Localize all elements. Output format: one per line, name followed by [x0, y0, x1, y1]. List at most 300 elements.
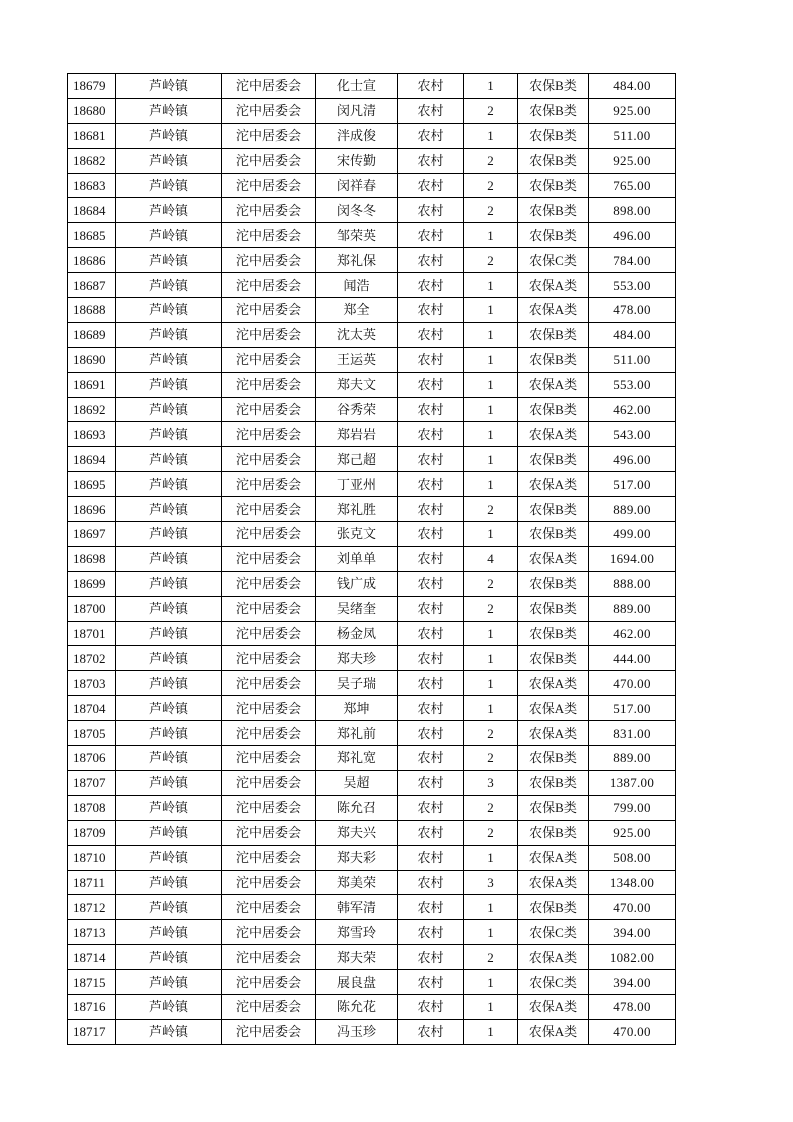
cell-town: 芦岭镇 — [116, 497, 222, 522]
cell-town: 芦岭镇 — [116, 870, 222, 895]
cell-name: 化士宣 — [316, 74, 398, 99]
table-row — [68, 298, 676, 323]
cell-committee: 沱中居委会 — [222, 646, 316, 671]
cell-id: 18716 — [68, 994, 116, 1019]
cell-town: 芦岭镇 — [116, 820, 222, 845]
cell-type: 农村 — [398, 347, 464, 372]
cell-id: 18717 — [68, 1019, 116, 1044]
cell-name: 闻浩 — [316, 273, 398, 298]
cell-town: 芦岭镇 — [116, 123, 222, 148]
cell-category: 农保A类 — [518, 845, 589, 870]
table-row — [68, 422, 676, 447]
cell-amount: 508.00 — [589, 845, 676, 870]
cell-name: 宋传勤 — [316, 148, 398, 173]
cell-committee: 沱中居委会 — [222, 621, 316, 646]
cell-persons: 1 — [464, 74, 518, 99]
cell-name: 丁亚州 — [316, 472, 398, 497]
cell-category: 农保B类 — [518, 596, 589, 621]
table-body — [68, 74, 676, 1045]
cell-amount: 394.00 — [589, 920, 676, 945]
cell-persons: 1 — [464, 447, 518, 472]
cell-town: 芦岭镇 — [116, 671, 222, 696]
cell-type: 农村 — [398, 74, 464, 99]
cell-name: 杨金凤 — [316, 621, 398, 646]
cell-amount: 511.00 — [589, 123, 676, 148]
cell-committee: 沱中居委会 — [222, 721, 316, 746]
cell-name: 谷秀荣 — [316, 397, 398, 422]
cell-town: 芦岭镇 — [116, 223, 222, 248]
cell-committee: 沱中居委会 — [222, 546, 316, 571]
cell-committee: 沱中居委会 — [222, 347, 316, 372]
cell-id: 18700 — [68, 596, 116, 621]
cell-id: 18698 — [68, 546, 116, 571]
table-row — [68, 970, 676, 995]
cell-amount: 470.00 — [589, 1019, 676, 1044]
cell-name: 郑岩岩 — [316, 422, 398, 447]
cell-id: 18710 — [68, 845, 116, 870]
cell-amount: 470.00 — [589, 671, 676, 696]
cell-committee: 沱中居委会 — [222, 696, 316, 721]
table-row — [68, 870, 676, 895]
cell-category: 农保C类 — [518, 970, 589, 995]
table-row — [68, 273, 676, 298]
cell-id: 18681 — [68, 123, 116, 148]
cell-type: 农村 — [398, 522, 464, 547]
table-row — [68, 795, 676, 820]
cell-town: 芦岭镇 — [116, 920, 222, 945]
cell-category: 农保B类 — [518, 98, 589, 123]
cell-persons: 1 — [464, 322, 518, 347]
cell-id: 18703 — [68, 671, 116, 696]
cell-id: 18686 — [68, 248, 116, 273]
cell-persons: 2 — [464, 148, 518, 173]
cell-type: 农村 — [398, 123, 464, 148]
cell-id: 18696 — [68, 497, 116, 522]
table-row — [68, 248, 676, 273]
cell-persons: 1 — [464, 123, 518, 148]
cell-town: 芦岭镇 — [116, 74, 222, 99]
cell-type: 农村 — [398, 696, 464, 721]
cell-persons: 1 — [464, 347, 518, 372]
cell-type: 农村 — [398, 895, 464, 920]
cell-committee: 沱中居委会 — [222, 970, 316, 995]
cell-name: 钱广成 — [316, 571, 398, 596]
table-row — [68, 721, 676, 746]
table-row — [68, 1019, 676, 1044]
cell-amount: 496.00 — [589, 447, 676, 472]
cell-persons: 2 — [464, 721, 518, 746]
table-row — [68, 571, 676, 596]
cell-committee: 沱中居委会 — [222, 273, 316, 298]
cell-committee: 沱中居委会 — [222, 74, 316, 99]
cell-persons: 1 — [464, 273, 518, 298]
cell-name: 郑夫兴 — [316, 820, 398, 845]
cell-persons: 1 — [464, 372, 518, 397]
cell-committee: 沱中居委会 — [222, 795, 316, 820]
cell-category: 农保A类 — [518, 372, 589, 397]
cell-amount: 1694.00 — [589, 546, 676, 571]
cell-category: 农保A类 — [518, 472, 589, 497]
cell-town: 芦岭镇 — [116, 646, 222, 671]
cell-town: 芦岭镇 — [116, 571, 222, 596]
cell-committee: 沱中居委会 — [222, 472, 316, 497]
cell-type: 农村 — [398, 497, 464, 522]
cell-amount: 784.00 — [589, 248, 676, 273]
cell-amount: 470.00 — [589, 895, 676, 920]
cell-persons: 1 — [464, 696, 518, 721]
cell-amount: 831.00 — [589, 721, 676, 746]
cell-amount: 478.00 — [589, 994, 676, 1019]
cell-amount: 553.00 — [589, 273, 676, 298]
cell-town: 芦岭镇 — [116, 422, 222, 447]
cell-name: 张克文 — [316, 522, 398, 547]
cell-category: 农保B类 — [518, 795, 589, 820]
cell-name: 郑夫彩 — [316, 845, 398, 870]
cell-id: 18688 — [68, 298, 116, 323]
cell-name: 陈允花 — [316, 994, 398, 1019]
cell-type: 农村 — [398, 770, 464, 795]
cell-type: 农村 — [398, 173, 464, 198]
cell-town: 芦岭镇 — [116, 546, 222, 571]
cell-name: 刘单单 — [316, 546, 398, 571]
cell-persons: 1 — [464, 621, 518, 646]
cell-town: 芦岭镇 — [116, 596, 222, 621]
cell-persons: 1 — [464, 522, 518, 547]
cell-type: 农村 — [398, 447, 464, 472]
cell-persons: 1 — [464, 845, 518, 870]
cell-id: 18704 — [68, 696, 116, 721]
cell-persons: 1 — [464, 895, 518, 920]
cell-type: 农村 — [398, 148, 464, 173]
cell-category: 农保B类 — [518, 198, 589, 223]
cell-type: 农村 — [398, 397, 464, 422]
cell-id: 18713 — [68, 920, 116, 945]
cell-committee: 沱中居委会 — [222, 497, 316, 522]
cell-name: 闵冬冬 — [316, 198, 398, 223]
cell-type: 农村 — [398, 98, 464, 123]
cell-committee: 沱中居委会 — [222, 945, 316, 970]
cell-persons: 1 — [464, 994, 518, 1019]
roster-table — [67, 73, 676, 1045]
cell-committee: 沱中居委会 — [222, 870, 316, 895]
cell-type: 农村 — [398, 795, 464, 820]
table-row — [68, 770, 676, 795]
cell-id: 18708 — [68, 795, 116, 820]
cell-amount: 511.00 — [589, 347, 676, 372]
cell-id: 18692 — [68, 397, 116, 422]
table-row — [68, 596, 676, 621]
cell-town: 芦岭镇 — [116, 347, 222, 372]
cell-type: 农村 — [398, 472, 464, 497]
cell-category: 农保A类 — [518, 273, 589, 298]
cell-category: 农保B类 — [518, 746, 589, 771]
cell-id: 18682 — [68, 148, 116, 173]
cell-committee: 沱中居委会 — [222, 422, 316, 447]
cell-town: 芦岭镇 — [116, 970, 222, 995]
cell-town: 芦岭镇 — [116, 770, 222, 795]
cell-amount: 925.00 — [589, 98, 676, 123]
cell-category: 农保B类 — [518, 497, 589, 522]
cell-id: 18680 — [68, 98, 116, 123]
cell-type: 农村 — [398, 820, 464, 845]
cell-id: 18687 — [68, 273, 116, 298]
cell-persons: 1 — [464, 298, 518, 323]
cell-type: 农村 — [398, 721, 464, 746]
cell-committee: 沱中居委会 — [222, 173, 316, 198]
cell-name: 沈太英 — [316, 322, 398, 347]
cell-amount: 888.00 — [589, 571, 676, 596]
cell-name: 王运英 — [316, 347, 398, 372]
cell-category: 农保B类 — [518, 322, 589, 347]
cell-amount: 444.00 — [589, 646, 676, 671]
cell-persons: 2 — [464, 98, 518, 123]
cell-amount: 484.00 — [589, 322, 676, 347]
cell-persons: 1 — [464, 472, 518, 497]
cell-persons: 1 — [464, 646, 518, 671]
cell-committee: 沱中居委会 — [222, 820, 316, 845]
cell-amount: 462.00 — [589, 621, 676, 646]
cell-amount: 462.00 — [589, 397, 676, 422]
cell-amount: 478.00 — [589, 298, 676, 323]
cell-category: 农保C类 — [518, 248, 589, 273]
cell-persons: 1 — [464, 223, 518, 248]
cell-town: 芦岭镇 — [116, 298, 222, 323]
table-row — [68, 497, 676, 522]
cell-category: 农保A类 — [518, 1019, 589, 1044]
cell-persons: 2 — [464, 248, 518, 273]
cell-persons: 1 — [464, 397, 518, 422]
cell-type: 农村 — [398, 546, 464, 571]
cell-type: 农村 — [398, 571, 464, 596]
cell-committee: 沱中居委会 — [222, 671, 316, 696]
cell-type: 农村 — [398, 298, 464, 323]
cell-id: 18693 — [68, 422, 116, 447]
cell-town: 芦岭镇 — [116, 397, 222, 422]
cell-name: 吴子瑞 — [316, 671, 398, 696]
cell-category: 农保B类 — [518, 223, 589, 248]
cell-id: 18685 — [68, 223, 116, 248]
cell-type: 农村 — [398, 845, 464, 870]
table-row — [68, 671, 676, 696]
cell-name: 郑夫荣 — [316, 945, 398, 970]
cell-town: 芦岭镇 — [116, 522, 222, 547]
cell-amount: 889.00 — [589, 497, 676, 522]
cell-persons: 3 — [464, 770, 518, 795]
cell-committee: 沱中居委会 — [222, 895, 316, 920]
cell-town: 芦岭镇 — [116, 148, 222, 173]
cell-id: 18694 — [68, 447, 116, 472]
cell-amount: 925.00 — [589, 148, 676, 173]
cell-id: 18714 — [68, 945, 116, 970]
cell-committee: 沱中居委会 — [222, 397, 316, 422]
cell-committee: 沱中居委会 — [222, 571, 316, 596]
cell-amount: 484.00 — [589, 74, 676, 99]
cell-persons: 2 — [464, 746, 518, 771]
table-row — [68, 148, 676, 173]
cell-persons: 2 — [464, 571, 518, 596]
cell-id: 18697 — [68, 522, 116, 547]
cell-id: 18695 — [68, 472, 116, 497]
cell-type: 农村 — [398, 994, 464, 1019]
cell-id: 18702 — [68, 646, 116, 671]
cell-persons: 2 — [464, 198, 518, 223]
cell-name: 郑夫珍 — [316, 646, 398, 671]
cell-type: 农村 — [398, 372, 464, 397]
cell-amount: 1082.00 — [589, 945, 676, 970]
cell-town: 芦岭镇 — [116, 98, 222, 123]
cell-name: 郑己超 — [316, 447, 398, 472]
table-row — [68, 322, 676, 347]
cell-type: 农村 — [398, 198, 464, 223]
cell-persons: 1 — [464, 970, 518, 995]
cell-town: 芦岭镇 — [116, 1019, 222, 1044]
cell-committee: 沱中居委会 — [222, 447, 316, 472]
cell-category: 农保A类 — [518, 721, 589, 746]
cell-name: 郑坤 — [316, 696, 398, 721]
table-row — [68, 945, 676, 970]
cell-category: 农保B类 — [518, 770, 589, 795]
table-row — [68, 223, 676, 248]
cell-persons: 2 — [464, 173, 518, 198]
cell-town: 芦岭镇 — [116, 273, 222, 298]
table-row — [68, 347, 676, 372]
cell-category: 农保A类 — [518, 696, 589, 721]
table-row — [68, 546, 676, 571]
cell-persons: 2 — [464, 945, 518, 970]
cell-type: 农村 — [398, 920, 464, 945]
cell-persons: 1 — [464, 920, 518, 945]
cell-committee: 沱中居委会 — [222, 98, 316, 123]
table-row — [68, 522, 676, 547]
table-row — [68, 98, 676, 123]
cell-persons: 2 — [464, 497, 518, 522]
cell-id: 18679 — [68, 74, 116, 99]
cell-town: 芦岭镇 — [116, 795, 222, 820]
cell-committee: 沱中居委会 — [222, 198, 316, 223]
cell-name: 韩军清 — [316, 895, 398, 920]
cell-id: 18715 — [68, 970, 116, 995]
cell-amount: 765.00 — [589, 173, 676, 198]
cell-category: 农保B类 — [518, 74, 589, 99]
table-row — [68, 447, 676, 472]
cell-town: 芦岭镇 — [116, 895, 222, 920]
cell-name: 闵凡清 — [316, 98, 398, 123]
cell-town: 芦岭镇 — [116, 696, 222, 721]
cell-persons: 4 — [464, 546, 518, 571]
cell-type: 农村 — [398, 621, 464, 646]
cell-town: 芦岭镇 — [116, 721, 222, 746]
table-row — [68, 74, 676, 99]
cell-category: 农保B类 — [518, 123, 589, 148]
cell-town: 芦岭镇 — [116, 472, 222, 497]
cell-town: 芦岭镇 — [116, 322, 222, 347]
cell-town: 芦岭镇 — [116, 198, 222, 223]
cell-committee: 沱中居委会 — [222, 994, 316, 1019]
cell-committee: 沱中居委会 — [222, 223, 316, 248]
table-row — [68, 198, 676, 223]
cell-id: 18684 — [68, 198, 116, 223]
cell-name: 郑礼宽 — [316, 746, 398, 771]
cell-amount: 889.00 — [589, 746, 676, 771]
cell-category: 农保A类 — [518, 945, 589, 970]
cell-town: 芦岭镇 — [116, 621, 222, 646]
cell-category: 农保B类 — [518, 571, 589, 596]
cell-amount: 517.00 — [589, 696, 676, 721]
cell-type: 农村 — [398, 422, 464, 447]
cell-amount: 499.00 — [589, 522, 676, 547]
cell-persons: 3 — [464, 870, 518, 895]
cell-committee: 沱中居委会 — [222, 522, 316, 547]
cell-id: 18707 — [68, 770, 116, 795]
cell-amount: 925.00 — [589, 820, 676, 845]
cell-committee: 沱中居委会 — [222, 322, 316, 347]
cell-type: 农村 — [398, 970, 464, 995]
cell-town: 芦岭镇 — [116, 447, 222, 472]
table-row — [68, 696, 676, 721]
cell-committee: 沱中居委会 — [222, 148, 316, 173]
cell-category: 农保A类 — [518, 994, 589, 1019]
cell-category: 农保B类 — [518, 447, 589, 472]
table-row — [68, 820, 676, 845]
cell-category: 农保B类 — [518, 397, 589, 422]
cell-category: 农保B类 — [518, 148, 589, 173]
cell-town: 芦岭镇 — [116, 994, 222, 1019]
cell-name: 郑全 — [316, 298, 398, 323]
table-row — [68, 397, 676, 422]
cell-id: 18711 — [68, 870, 116, 895]
cell-town: 芦岭镇 — [116, 248, 222, 273]
cell-town: 芦岭镇 — [116, 746, 222, 771]
cell-committee: 沱中居委会 — [222, 746, 316, 771]
cell-type: 农村 — [398, 870, 464, 895]
table-row — [68, 994, 676, 1019]
cell-committee: 沱中居委会 — [222, 845, 316, 870]
cell-amount: 496.00 — [589, 223, 676, 248]
cell-persons: 2 — [464, 820, 518, 845]
cell-id: 18683 — [68, 173, 116, 198]
cell-amount: 553.00 — [589, 372, 676, 397]
cell-category: 农保B类 — [518, 895, 589, 920]
cell-name: 闵祥春 — [316, 173, 398, 198]
cell-id: 18689 — [68, 322, 116, 347]
cell-id: 18699 — [68, 571, 116, 596]
cell-category: 农保B类 — [518, 347, 589, 372]
cell-town: 芦岭镇 — [116, 372, 222, 397]
cell-amount: 1387.00 — [589, 770, 676, 795]
cell-category: 农保B类 — [518, 522, 589, 547]
cell-id: 18712 — [68, 895, 116, 920]
cell-amount: 799.00 — [589, 795, 676, 820]
cell-amount: 394.00 — [589, 970, 676, 995]
cell-type: 农村 — [398, 746, 464, 771]
cell-name: 泮成俊 — [316, 123, 398, 148]
cell-amount: 517.00 — [589, 472, 676, 497]
table-row — [68, 920, 676, 945]
table-row — [68, 746, 676, 771]
cell-name: 郑夫文 — [316, 372, 398, 397]
cell-category: 农保B类 — [518, 173, 589, 198]
cell-committee: 沱中居委会 — [222, 248, 316, 273]
cell-id: 18705 — [68, 721, 116, 746]
table-row — [68, 646, 676, 671]
cell-town: 芦岭镇 — [116, 945, 222, 970]
cell-type: 农村 — [398, 671, 464, 696]
table-row — [68, 621, 676, 646]
cell-id: 18690 — [68, 347, 116, 372]
cell-name: 郑礼保 — [316, 248, 398, 273]
cell-name: 郑礼胜 — [316, 497, 398, 522]
cell-category: 农保C类 — [518, 920, 589, 945]
